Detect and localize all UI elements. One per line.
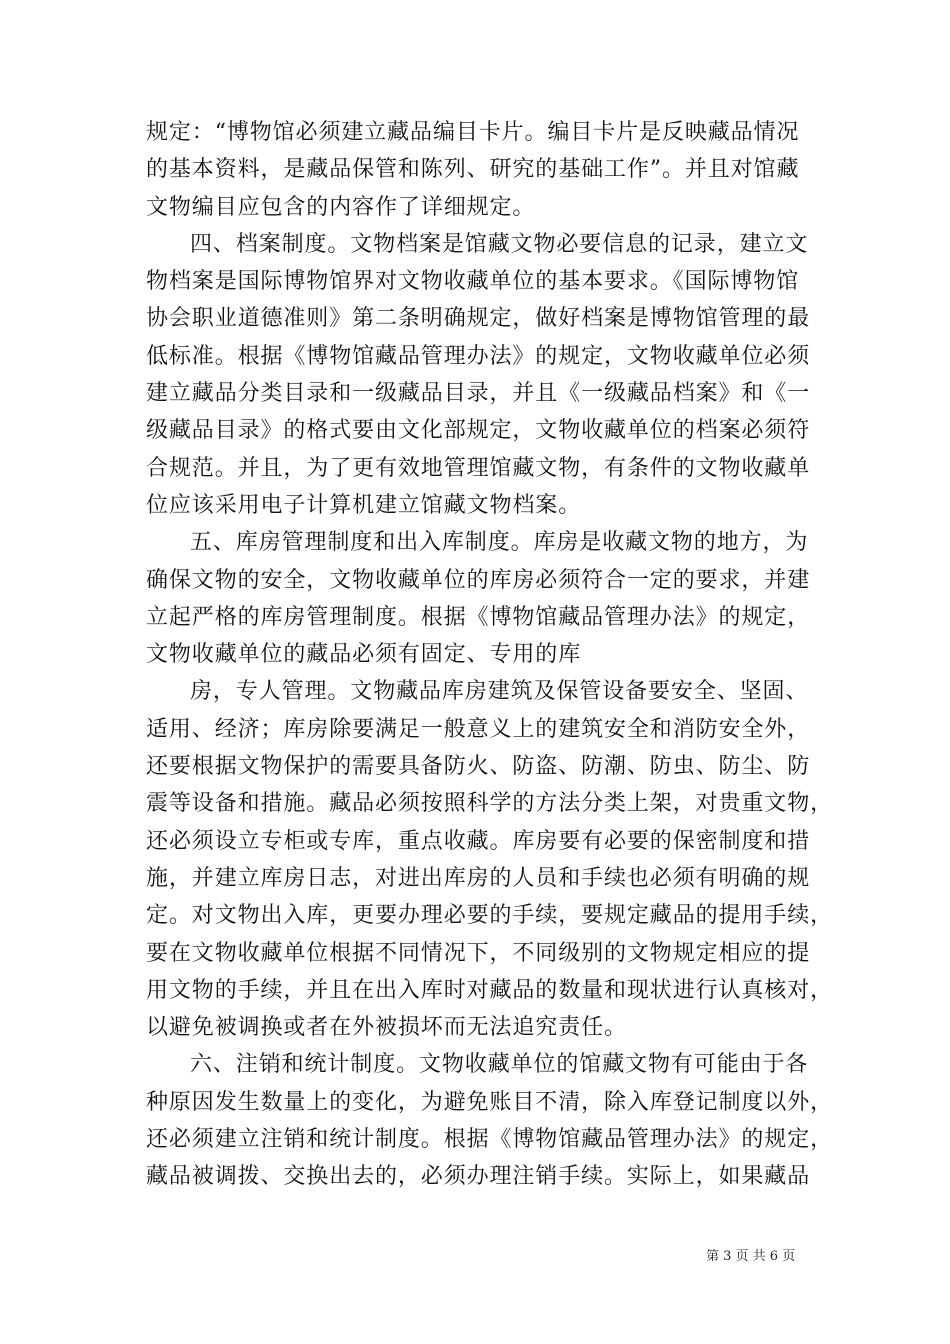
text-line: 确保文物的安全，文物收藏单位的库房必须符合一定的要求，并建: [146, 567, 811, 593]
text-line: 位应该采用电子计算机建立馆藏文物档案。: [146, 492, 582, 518]
text-line: 要在文物收藏单位根据不同情况下，不同级别的文物规定相应的提: [146, 940, 811, 966]
text-line: 建立藏品分类目录和一级藏品目录，并且《一级藏品档案》和《一: [146, 381, 811, 407]
document-body: [146, 114, 834, 1196]
text-line: 文物编目应包含的内容作了详细规定。: [146, 194, 536, 220]
text-line: 的基本资料，是藏品保管和陈列、研究的基础工作”。并且对馆藏: [146, 157, 800, 183]
text-line: 施，并建立库房日志，对进出库房的人员和手续也必须有明确的规: [146, 865, 811, 891]
text-line: 藏品被调拨、交换出去的，必须办理注销手续。实际上，如果藏品: [146, 1164, 811, 1190]
text-line: 级藏品目录》的格式要由文化部规定，文物收藏单位的档案必须符: [146, 418, 811, 444]
text-line: 物档案是国际博物馆界对文物收藏单位的基本要求。《国际博物馆: [146, 269, 800, 295]
text-line: 低标准。根据《博物馆藏品管理办法》的规定，文物收藏单位必须: [146, 343, 811, 369]
text-line: 立起严格的库房管理制度。根据《博物馆藏品管理办法》的规定，: [146, 604, 811, 630]
text-line: 文物收藏单位的藏品必须有固定、专用的库: [146, 642, 582, 668]
text-line: 合规范。并且，为了更有效地管理馆藏文物，有条件的文物收藏单: [146, 455, 811, 481]
text-line: 定。对文物出入库，更要办理必要的手续，要规定藏品的提用手续，: [146, 903, 834, 929]
paragraph-archive-system: [146, 226, 816, 524]
text-line: 震等设备和措施。藏品必须按照科学的方法分类上架，对贵重文物，: [146, 791, 834, 817]
text-line: 规定：“博物馆必须建立藏品编目卡片。编目卡片是反映藏品情况: [146, 120, 800, 145]
text-line: 还必须建立注销和统计制度。根据《博物馆藏品管理办法》的规定，: [146, 1127, 834, 1153]
text-line: 五、库房管理制度和出入库制度。库房是收藏文物的地方，为: [190, 530, 809, 556]
paragraph-storage-management: [146, 673, 834, 1046]
text-line: 以避免被调换或者在外被损坏而无法追究责任。: [146, 1015, 627, 1041]
text-line: 种原因发生数量上的变化，为避免账目不清，除入库登记制度以外，: [146, 1089, 834, 1115]
text-line: 四、档案制度。文物档案是馆藏文物必要信息的记录，建立文: [190, 231, 809, 257]
page-number-footer: 第 3 页 共 6 页: [706, 1249, 796, 1264]
text-line: 适用、经济；库房除要满足一般意义上的建筑安全和消防安全外，: [146, 716, 811, 742]
paragraph-cataloging-continued: [146, 114, 816, 226]
paragraph-cancellation-statistics: [146, 1046, 834, 1195]
paragraph-storage-system: [146, 524, 816, 673]
text-line: 房，专人管理。文物藏品库房建筑及保管设备要安全、坚固、: [190, 679, 809, 705]
text-line: 还要根据文物保护的需要具备防火、防盗、防潮、防虫、防尘、防: [146, 754, 811, 780]
text-line: 还必须设立专柜或专库，重点收藏。库房要有必要的保密制度和措: [146, 828, 811, 854]
text-line: 协会职业道德准则》第二条明确规定，做好档案是博物馆管理的最: [146, 306, 811, 332]
text-line: 六、注销和统计制度。文物收藏单位的馆藏文物有可能由于各: [190, 1052, 809, 1078]
text-line: 用文物的手续，并且在出入库时对藏品的数量和现状进行认真核对，: [146, 977, 834, 1003]
